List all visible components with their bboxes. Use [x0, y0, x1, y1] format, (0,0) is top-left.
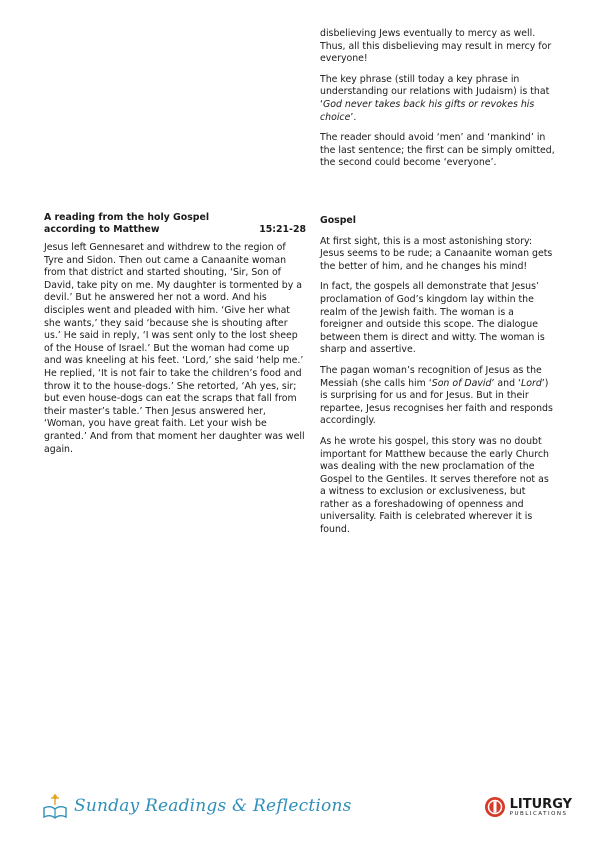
reflection-paragraph-3 — [320, 365, 555, 428]
reading-heading — [44, 212, 306, 236]
key-phrase-paragraph — [320, 74, 555, 124]
brand-name: Sunday Readings & Reflections — [74, 796, 352, 816]
reading-reference: 15:21-28 — [259, 224, 306, 235]
reflection-paragraph-2: In fact, the gospels all demonstrate that Jesus’ proclamation of God’s kingdom lay within the realm of the Jewish faith. The woman is a foreigner and outside this scope. The dialogue between them is direct and witty. The woman is sharp and assertive. — [320, 281, 545, 356]
reflection-p3-son-of-david: Son of David — [431, 377, 492, 389]
reading-heading-line2: according to Matthew — [44, 224, 160, 235]
reader-note-paragraph: The reader should avoid ‘men’ and ‘mankind’ in the last sentence; the first can be simply omitted, the second could become ‘everyone’. — [320, 132, 555, 169]
reflection-p3-a: The pagan woman’s recognition of Jesus as the Messiah (she calls him ‘ — [320, 364, 542, 389]
reflection-p3-b: ’ and ‘ — [491, 377, 522, 389]
reflection-title: Gospel — [320, 215, 356, 226]
right-column-top — [320, 28, 555, 178]
gospel-reading — [44, 212, 306, 464]
reflection-paragraph-4: As he wrote his gospel, this story was no doubt important for Matthew because the early Church was dealing with the new proclamation of the Gospel to the Gentiles. It serves therefore not as a witness to exclusion or exclusiveness, but rather as a foreshadowing of openness and universality. Faith is celebrated wherever it is found. — [320, 435, 549, 536]
publisher-logo — [484, 796, 572, 818]
reflection-paragraph-1: At first sight, this is a most astonishing story: Jesus seems to be rude; a Canaanite woman gets the better of him, and he changes his mind! — [320, 235, 553, 272]
brand-logo — [42, 792, 352, 820]
publisher-subtitle: PUBLICATIONS — [509, 810, 568, 817]
gospel-reflection — [320, 212, 555, 545]
reading-heading-row — [44, 224, 306, 236]
reflection-p3-c: ’) is surprising for us and for Jesus. But in their repartee, Jesus recognises her faith and responds accordingly. — [320, 377, 553, 427]
page-footer — [42, 792, 572, 826]
reflection-p3-lord: Lord — [521, 377, 542, 389]
key-phrase-text: The key phrase (still today a key phrase in understanding our relations with Judaism) is that ‘ — [320, 73, 550, 110]
reading-text: Jesus left Gennesaret and withdrew to the region of Tyre and Sidon. Then out came a Canaanite woman from that district and started shouting, ‘Sir, Son of David, take pity on me. My daughter is tormented by a devil.’ But he answered her not a word. And his disciples went and pleaded with him. ‘Give her what she wants,’ they said ‘because she is shouting after us.’ He said in reply, ‘I was sent only to the lost sheep of the House of Israel.’ But the woman had come up and was kneeling at his feet. ‘Lord,’ she said ‘help me.’ He replied, ‘It is not fair to take the children’s food and throw it to the house-dogs.’ She retorted, ‘Ah yes, sir; but even house-dogs can eat the scraps that fall from their master’s table.’ Then Jesus answered her, ‘Woman, you have great faith. Let your wish be granted.’ And from that moment her daughter was well again. — [44, 242, 305, 455]
open-book-icon — [42, 792, 68, 820]
liturgy-emblem-icon — [484, 796, 506, 818]
key-phrase-end: ’. — [350, 111, 357, 123]
reading-heading-line1: A reading from the holy Gospel — [44, 212, 210, 223]
key-phrase-quote: God never takes back his gifts or revokes his choice — [320, 98, 535, 123]
publisher-text — [510, 798, 572, 817]
continuation-paragraph: disbelieving Jews eventually to mercy as well. Thus, all this disbelieving may result in mercy for everyone! — [320, 28, 552, 65]
publisher-name: LITURGY — [509, 796, 572, 812]
